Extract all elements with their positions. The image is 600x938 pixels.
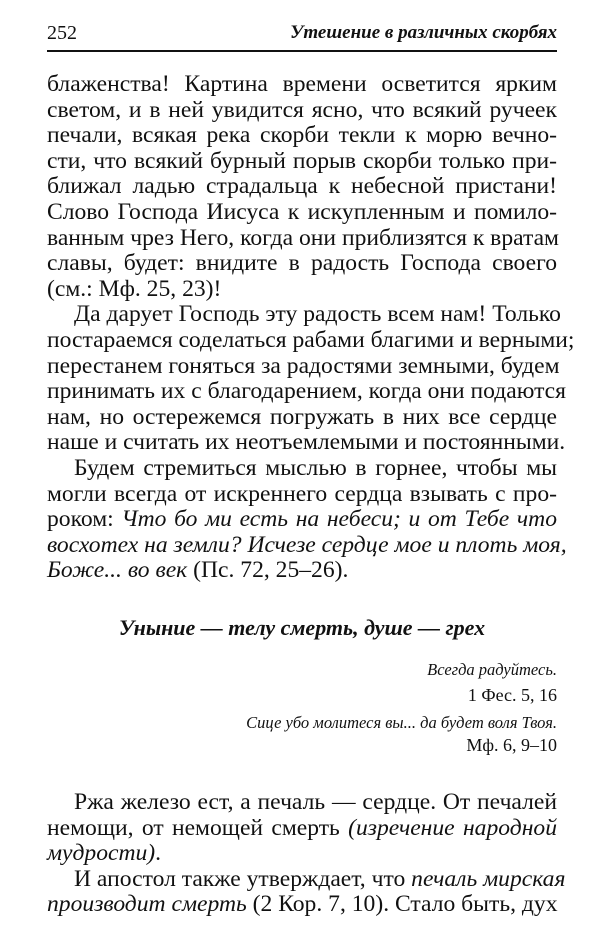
page-header xyxy=(47,22,557,46)
text-line: сти, что всякий бурный порыв скорби только при- xyxy=(47,147,557,174)
text-line: перестанем гоняться за радостями земными, будем xyxy=(47,352,560,379)
epigraph-text: Сице убо молитеся вы... да будет воля Твоя. xyxy=(246,713,557,732)
running-title: Утешение в различных скорбях xyxy=(290,22,557,43)
text-line: наше и считать их неотъемлемыми и постоянными. xyxy=(47,429,566,456)
text-span: роком: xyxy=(47,506,122,533)
quote-italic: Что бо ми есть на небеси; и от Тебе что xyxy=(121,506,557,533)
italic-span: (изречение народной xyxy=(348,814,557,841)
page-number: 252 xyxy=(47,22,77,44)
text-span: (2 Кор. 7, 10). Стало быть, дух xyxy=(246,891,558,918)
paragraph-2 xyxy=(47,301,575,456)
epigraph-reference: Мф. 6, 9–10 xyxy=(466,735,557,755)
epigraph-text: Всегда радуйтесь. xyxy=(427,660,557,679)
text-line xyxy=(47,531,567,559)
body-text-bottom xyxy=(47,789,566,918)
text-line: (см.: Мф. 25, 23)! xyxy=(47,275,222,302)
body-text-top xyxy=(47,71,575,584)
paragraph-1 xyxy=(47,72,557,302)
text-line: Да дарует Господь эту радость всем нам! Только xyxy=(74,301,561,328)
text-span: (Пс. 72, 25–26). xyxy=(187,557,349,584)
text-line: принимать их с благодарением, когда они подаются xyxy=(47,378,567,405)
text-line xyxy=(47,816,557,842)
text-line: славы, будет: внидите в радость Господа своего xyxy=(47,250,557,277)
italic-span: производит смерть xyxy=(47,891,247,918)
text-line xyxy=(47,507,557,533)
text-line: светом, и в ней увидится ясно, что всякий ручеек xyxy=(47,96,557,123)
italic-span: печаль мирская xyxy=(411,865,566,892)
text-line: могли всегда от искреннего сердца взывать с про- xyxy=(47,480,557,507)
text-line: блаженства! Картина времени осветится ярким xyxy=(47,71,557,97)
text-line: постараемся соделаться рабами благими и верными; xyxy=(47,326,575,353)
text-line: ближал ладью страдальца к небесной пристани! xyxy=(47,173,557,200)
text-line xyxy=(47,865,566,893)
text-line: ванным чрез Него, когда они приблизятся к вратам xyxy=(47,224,559,251)
text-span: немощи, от немощей смерть xyxy=(47,814,349,841)
text-span: . xyxy=(155,840,162,867)
section-title: Уныние — телу смерть, душе — грех xyxy=(118,615,486,640)
text-line xyxy=(47,558,557,584)
text-span: И апостол также утверждает, что xyxy=(74,865,412,892)
header-rule xyxy=(47,50,557,52)
text-line xyxy=(47,892,557,918)
text-line: нам, но остережемся погружать в них все сердце xyxy=(47,403,557,430)
epigraph-reference: 1 Фес. 5, 16 xyxy=(467,685,557,705)
italic-span: мудрости) xyxy=(47,840,156,867)
text-line xyxy=(47,841,557,867)
quote-italic: восхотех на земли? Исчезе сердце мое и плоть моя, xyxy=(47,531,567,558)
text-line: Слово Господа Иисуса к искупленным и помило- xyxy=(47,198,557,225)
quote-italic: Боже... во век xyxy=(47,557,188,584)
text-line: Будем стремиться мыслью в горнее, чтобы мы xyxy=(74,454,557,481)
text-line: печали, всякая река скорби текли к морю вечно- xyxy=(47,122,557,149)
text-line: Ржа железо ест, а печаль — сердце. От печалей xyxy=(74,789,557,815)
paragraph-3 xyxy=(47,454,567,584)
